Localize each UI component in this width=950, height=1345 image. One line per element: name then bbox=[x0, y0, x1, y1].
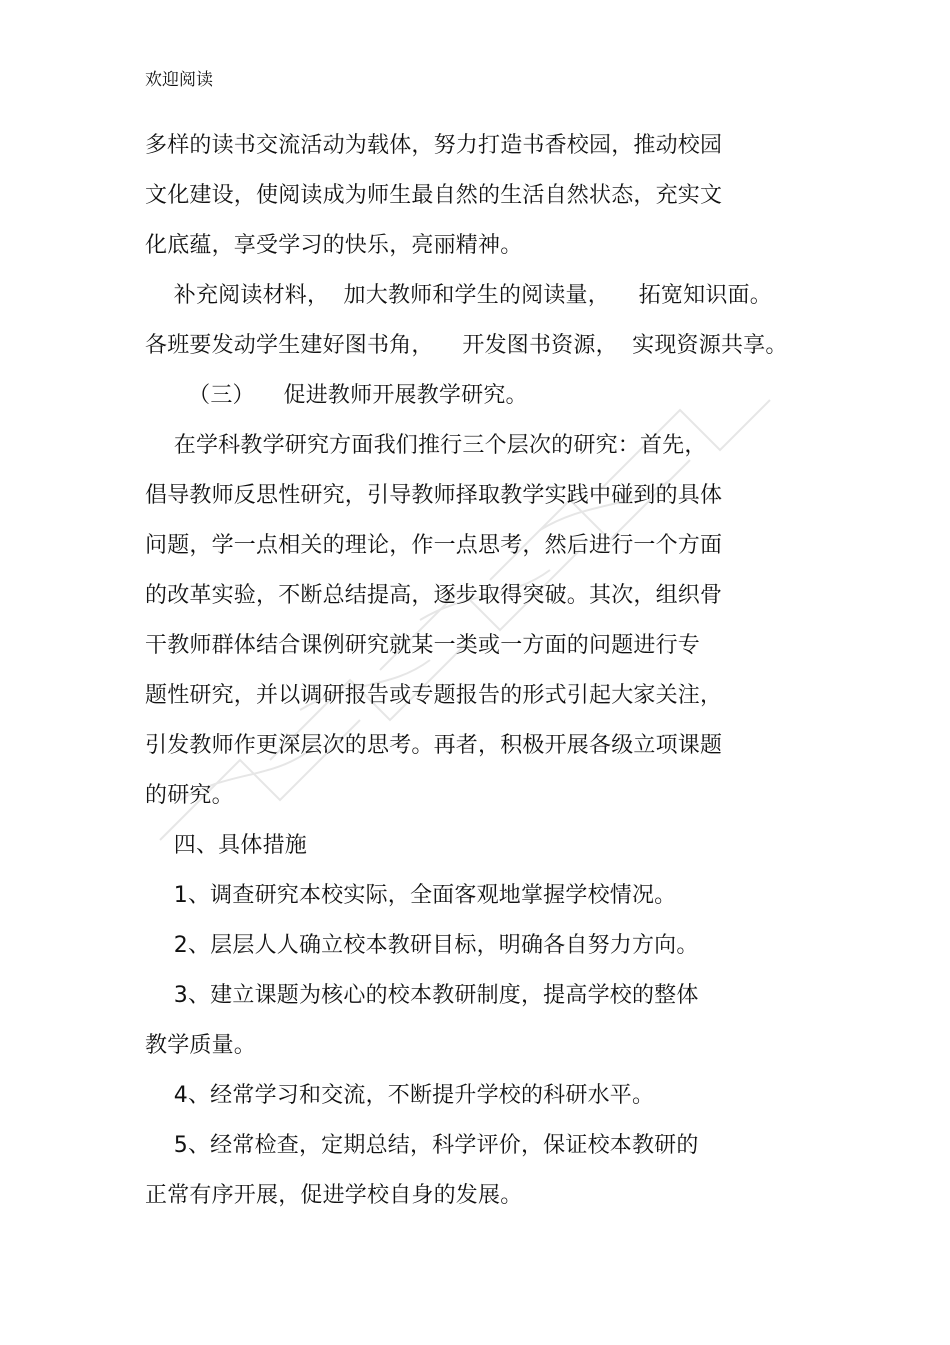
paragraph-line: 干教师群体结合课例研究就某一类或一方面的问题进行专 bbox=[145, 633, 701, 658]
paragraph-line: 多样的读书交流活动为载体，努力打造书香校园，推动校园 bbox=[145, 133, 723, 158]
list-item: 5、经常检查，定期总结，科学评价，保证校本教研的 bbox=[145, 1133, 699, 1158]
section-heading: （三） 促进教师开展教学研究。 bbox=[145, 383, 528, 408]
list-item-continuation: 正常有序开展，促进学校自身的发展。 bbox=[145, 1183, 523, 1208]
list-item: 2、层层人人确立校本教研目标，明确各自努力方向。 bbox=[145, 933, 699, 958]
paragraph-line: 题性研究，并以调研报告或专题报告的形式引起大家关注， bbox=[145, 683, 723, 708]
paragraph-line: 在学科教学研究方面我们推行三个层次的研究：首先， bbox=[145, 433, 707, 458]
paragraph-line: 问题，学一点相关的理论，作一点思考，然后进行一个方面 bbox=[145, 533, 723, 558]
paragraph-line: 文化建设，使阅读成为师生最自然的生活自然状态，充实文 bbox=[145, 183, 723, 208]
list-item: 3、建立课题为核心的校本教研制度，提高学校的整体 bbox=[145, 983, 699, 1008]
paragraph-line: 引发教师作更深层次的思考。再者，积极开展各级立项课题 bbox=[145, 733, 723, 758]
paragraph-line: 的研究。 bbox=[145, 783, 234, 808]
section-heading: 四、具体措施 bbox=[145, 833, 307, 858]
list-item-continuation: 教学质量。 bbox=[145, 1033, 257, 1058]
paragraph-line: 倡导教师反思性研究，引导教师择取教学实践中碰到的具体 bbox=[145, 483, 723, 508]
paragraph-line: 的改革实验，不断总结提高，逐步取得突破。其次，组织骨 bbox=[145, 583, 723, 608]
paragraph-line: 各班要发动学生建好图书角， 开发图书资源， 实现资源共享。 bbox=[145, 333, 788, 358]
paragraph-line: 补充阅读材料， 加大教师和学生的阅读量， 拓宽知识面。 bbox=[145, 283, 772, 308]
page-header: 欢迎阅读 bbox=[145, 70, 213, 90]
list-item: 1、调查研究本校实际，全面客观地掌握学校情况。 bbox=[145, 883, 677, 908]
list-item: 4、经常学习和交流，不断提升学校的科研水平。 bbox=[145, 1083, 655, 1108]
paragraph-line: 化底蕴，享受学习的快乐，亮丽精神。 bbox=[145, 233, 523, 258]
